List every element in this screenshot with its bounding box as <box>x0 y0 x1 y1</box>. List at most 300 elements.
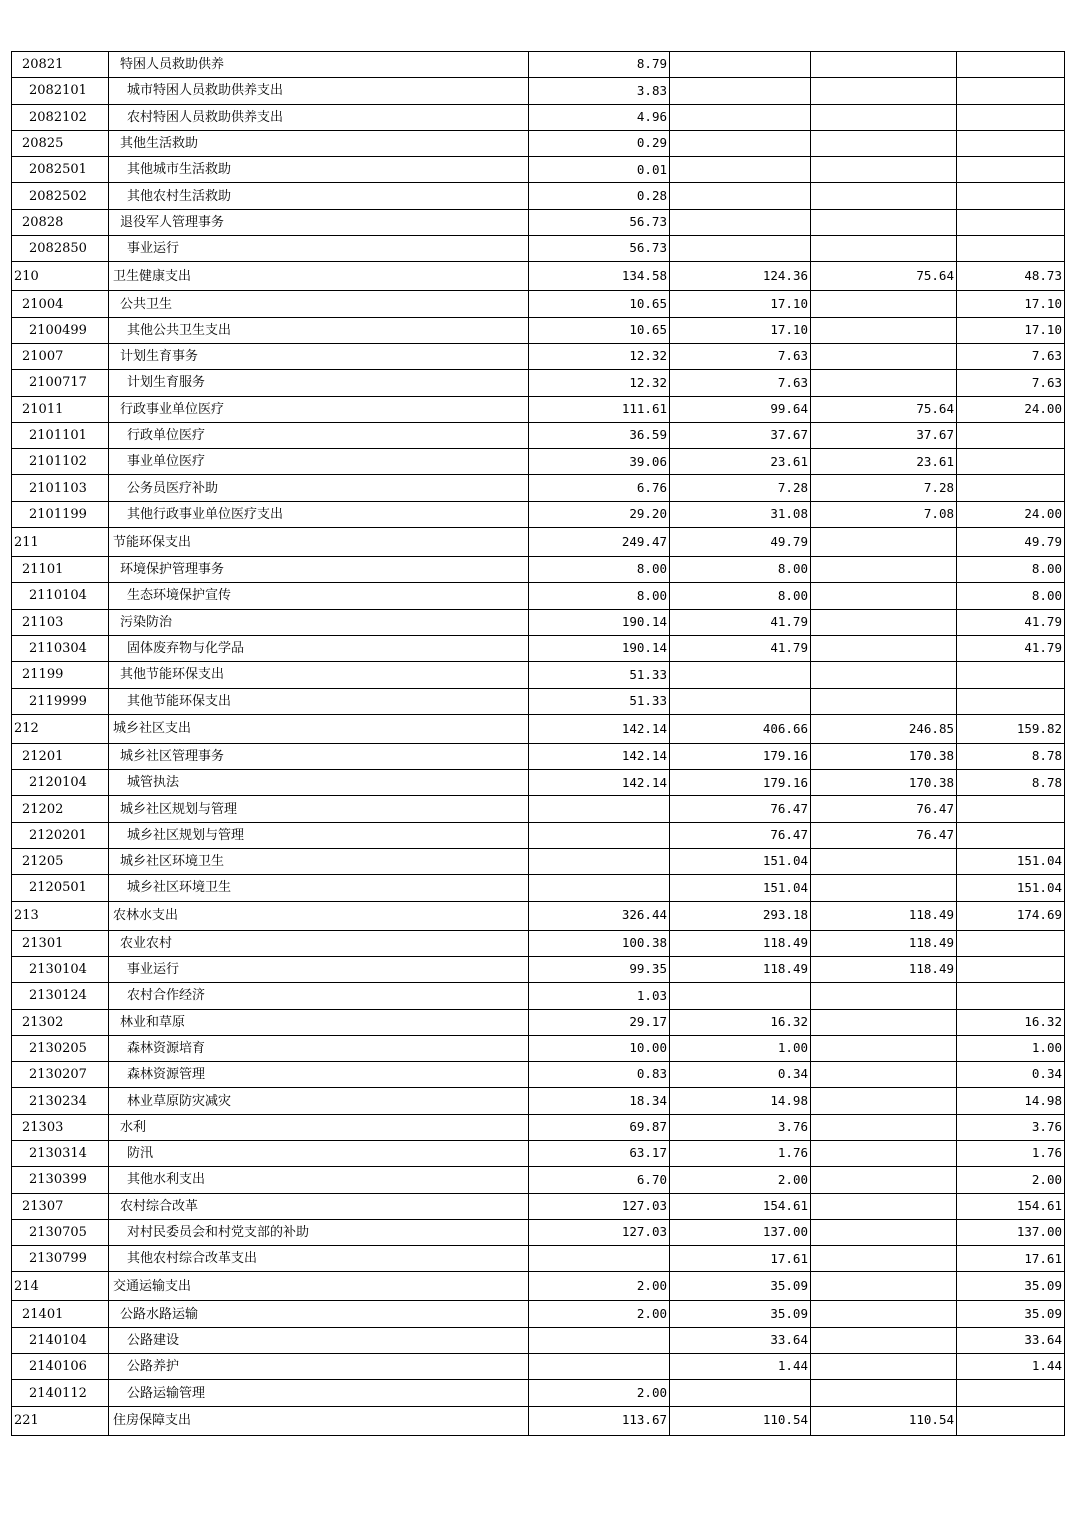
amount-col-1-cell: 1.03 <box>529 983 670 1009</box>
amount-col-3-cell: 23.61 <box>811 449 957 475</box>
category-name-cell: 事业单位医疗 <box>109 449 529 475</box>
table-row <box>12 583 1065 609</box>
category-code-cell: 2110304 <box>12 635 109 661</box>
category-code-cell: 2082501 <box>12 157 109 183</box>
amount-col-4-cell <box>957 475 1065 501</box>
amount-col-4-cell <box>957 688 1065 714</box>
category-name-cell: 事业运行 <box>109 236 529 262</box>
amount-col-1-cell: 0.29 <box>529 130 670 156</box>
category-name-cell: 交通运输支出 <box>109 1272 529 1301</box>
amount-col-3-cell <box>811 875 957 901</box>
amount-col-4-cell <box>957 822 1065 848</box>
amount-col-2-cell: 293.18 <box>670 901 811 930</box>
amount-col-2-cell: 41.79 <box>670 609 811 635</box>
amount-col-1-cell <box>529 1327 670 1353</box>
category-name-cell: 其他水利支出 <box>109 1167 529 1193</box>
amount-col-2-cell: 35.09 <box>670 1272 811 1301</box>
amount-col-2-cell <box>670 209 811 235</box>
amount-col-1-cell <box>529 849 670 875</box>
table-row <box>12 343 1065 369</box>
amount-col-1-cell: 127.03 <box>529 1193 670 1219</box>
category-code-cell: 2082102 <box>12 104 109 130</box>
amount-col-3-cell <box>811 1114 957 1140</box>
category-name-cell: 其他公共卫生支出 <box>109 317 529 343</box>
category-name-cell: 林业草原防灾减灾 <box>109 1088 529 1114</box>
amount-col-2-cell: 137.00 <box>670 1219 811 1245</box>
amount-col-2-cell <box>670 662 811 688</box>
category-code-cell: 211 <box>12 528 109 557</box>
amount-col-4-cell: 7.63 <box>957 370 1065 396</box>
amount-col-3-cell: 246.85 <box>811 714 957 743</box>
category-code-cell: 212 <box>12 714 109 743</box>
table-row <box>12 743 1065 769</box>
category-name-cell: 公务员医疗补助 <box>109 475 529 501</box>
amount-col-2-cell: 8.00 <box>670 583 811 609</box>
amount-col-3-cell <box>811 1219 957 1245</box>
amount-col-1-cell: 63.17 <box>529 1140 670 1166</box>
amount-col-2-cell: 179.16 <box>670 770 811 796</box>
category-name-cell: 节能环保支出 <box>109 528 529 557</box>
amount-col-4-cell <box>957 104 1065 130</box>
table-row <box>12 422 1065 448</box>
amount-col-2-cell: 7.63 <box>670 343 811 369</box>
amount-col-1-cell <box>529 796 670 822</box>
amount-col-3-cell: 76.47 <box>811 796 957 822</box>
table-row <box>12 528 1065 557</box>
category-name-cell: 城管执法 <box>109 770 529 796</box>
amount-col-1-cell: 142.14 <box>529 743 670 769</box>
category-code-cell: 2082101 <box>12 78 109 104</box>
amount-col-2-cell: 7.63 <box>670 370 811 396</box>
table-row <box>12 1219 1065 1245</box>
amount-col-4-cell <box>957 662 1065 688</box>
amount-col-3-cell: 118.49 <box>811 956 957 982</box>
amount-col-3-cell <box>811 557 957 583</box>
amount-col-3-cell <box>811 78 957 104</box>
category-name-cell: 事业运行 <box>109 956 529 982</box>
amount-col-3-cell <box>811 609 957 635</box>
amount-col-1-cell: 113.67 <box>529 1406 670 1435</box>
amount-col-3-cell <box>811 1327 957 1353</box>
table-row <box>12 1167 1065 1193</box>
amount-col-2-cell <box>670 183 811 209</box>
category-code-cell: 2130399 <box>12 1167 109 1193</box>
category-name-cell: 农林水支出 <box>109 901 529 930</box>
amount-col-4-cell <box>957 930 1065 956</box>
amount-col-1-cell: 190.14 <box>529 609 670 635</box>
amount-col-4-cell: 33.64 <box>957 1327 1065 1353</box>
table-row <box>12 475 1065 501</box>
table-row <box>12 688 1065 714</box>
amount-col-1-cell <box>529 1354 670 1380</box>
amount-col-1-cell <box>529 875 670 901</box>
amount-col-2-cell: 110.54 <box>670 1406 811 1435</box>
table-row <box>12 1246 1065 1272</box>
amount-col-1-cell: 56.73 <box>529 209 670 235</box>
amount-col-2-cell: 151.04 <box>670 849 811 875</box>
amount-col-4-cell <box>957 157 1065 183</box>
amount-col-1-cell: 39.06 <box>529 449 670 475</box>
category-name-cell: 特困人员救助供养 <box>109 52 529 78</box>
amount-col-1-cell: 69.87 <box>529 1114 670 1140</box>
category-code-cell: 2101101 <box>12 422 109 448</box>
category-name-cell: 计划生育服务 <box>109 370 529 396</box>
category-name-cell: 其他节能环保支出 <box>109 662 529 688</box>
category-name-cell: 城乡社区环境卫生 <box>109 875 529 901</box>
amount-col-2-cell: 17.10 <box>670 291 811 317</box>
amount-col-2-cell <box>670 104 811 130</box>
amount-col-3-cell: 7.08 <box>811 501 957 527</box>
amount-col-1-cell: 0.28 <box>529 183 670 209</box>
category-name-cell: 其他城市生活救助 <box>109 157 529 183</box>
category-code-cell: 2120201 <box>12 822 109 848</box>
category-name-cell: 对村民委员会和村党支部的补助 <box>109 1219 529 1245</box>
amount-col-4-cell <box>957 78 1065 104</box>
table-row <box>12 1009 1065 1035</box>
table-row <box>12 1062 1065 1088</box>
amount-col-4-cell: 151.04 <box>957 849 1065 875</box>
table-row <box>12 1272 1065 1301</box>
amount-col-2-cell: 154.61 <box>670 1193 811 1219</box>
amount-col-4-cell: 8.78 <box>957 743 1065 769</box>
amount-col-4-cell <box>957 1406 1065 1435</box>
amount-col-4-cell <box>957 983 1065 1009</box>
category-name-cell: 其他农村生活救助 <box>109 183 529 209</box>
amount-col-3-cell: 37.67 <box>811 422 957 448</box>
amount-col-4-cell: 8.00 <box>957 583 1065 609</box>
category-name-cell: 其他节能环保支出 <box>109 688 529 714</box>
category-name-cell: 农业农村 <box>109 930 529 956</box>
amount-col-3-cell <box>811 370 957 396</box>
category-name-cell: 计划生育事务 <box>109 343 529 369</box>
category-name-cell: 城乡社区规划与管理 <box>109 822 529 848</box>
category-code-cell: 2100499 <box>12 317 109 343</box>
amount-col-3-cell <box>811 343 957 369</box>
category-code-cell: 2101199 <box>12 501 109 527</box>
category-name-cell: 农村综合改革 <box>109 1193 529 1219</box>
amount-col-4-cell: 41.79 <box>957 609 1065 635</box>
category-name-cell: 公共卫生 <box>109 291 529 317</box>
table-row <box>12 291 1065 317</box>
amount-col-2-cell: 151.04 <box>670 875 811 901</box>
category-code-cell: 2140104 <box>12 1327 109 1353</box>
category-code-cell: 2120501 <box>12 875 109 901</box>
category-name-cell: 行政事业单位医疗 <box>109 396 529 422</box>
amount-col-3-cell <box>811 1301 957 1327</box>
amount-col-4-cell: 8.00 <box>957 557 1065 583</box>
amount-col-2-cell: 124.36 <box>670 262 811 291</box>
amount-col-2-cell: 37.67 <box>670 422 811 448</box>
category-code-cell: 21007 <box>12 343 109 369</box>
category-name-cell: 行政单位医疗 <box>109 422 529 448</box>
budget-expenditure-table <box>11 51 1065 1436</box>
category-name-cell: 公路建设 <box>109 1327 529 1353</box>
table-row <box>12 262 1065 291</box>
amount-col-3-cell <box>811 1140 957 1166</box>
amount-col-2-cell: 17.61 <box>670 1246 811 1272</box>
amount-col-2-cell: 17.10 <box>670 317 811 343</box>
amount-col-2-cell: 0.34 <box>670 1062 811 1088</box>
category-code-cell: 21103 <box>12 609 109 635</box>
amount-col-3-cell <box>811 849 957 875</box>
amount-col-4-cell: 1.44 <box>957 1354 1065 1380</box>
amount-col-4-cell: 17.61 <box>957 1246 1065 1272</box>
amount-col-2-cell: 41.79 <box>670 635 811 661</box>
amount-col-2-cell: 31.08 <box>670 501 811 527</box>
table-row <box>12 557 1065 583</box>
category-code-cell: 2082850 <box>12 236 109 262</box>
amount-col-2-cell: 2.00 <box>670 1167 811 1193</box>
table-row <box>12 130 1065 156</box>
amount-col-3-cell <box>811 1062 957 1088</box>
table-row <box>12 635 1065 661</box>
amount-col-4-cell <box>957 1380 1065 1406</box>
amount-col-2-cell: 3.76 <box>670 1114 811 1140</box>
table-row <box>12 875 1065 901</box>
amount-col-4-cell <box>957 209 1065 235</box>
category-name-cell: 环境保护管理事务 <box>109 557 529 583</box>
amount-col-1-cell: 142.14 <box>529 770 670 796</box>
category-name-cell: 森林资源培育 <box>109 1035 529 1061</box>
amount-col-1-cell: 10.00 <box>529 1035 670 1061</box>
category-code-cell: 21199 <box>12 662 109 688</box>
amount-col-4-cell: 159.82 <box>957 714 1065 743</box>
category-code-cell: 21004 <box>12 291 109 317</box>
amount-col-3-cell: 75.64 <box>811 262 957 291</box>
category-name-cell: 退役军人管理事务 <box>109 209 529 235</box>
table-row <box>12 956 1065 982</box>
category-name-cell: 水利 <box>109 1114 529 1140</box>
category-code-cell: 21303 <box>12 1114 109 1140</box>
category-name-cell: 防汛 <box>109 1140 529 1166</box>
amount-col-4-cell <box>957 449 1065 475</box>
table-row <box>12 1301 1065 1327</box>
amount-col-2-cell <box>670 78 811 104</box>
amount-col-3-cell <box>811 1035 957 1061</box>
amount-col-3-cell: 7.28 <box>811 475 957 501</box>
table-row <box>12 1114 1065 1140</box>
category-code-cell: 2101102 <box>12 449 109 475</box>
category-code-cell: 213 <box>12 901 109 930</box>
amount-col-3-cell <box>811 583 957 609</box>
amount-col-1-cell: 2.00 <box>529 1272 670 1301</box>
table-row <box>12 714 1065 743</box>
table-row <box>12 796 1065 822</box>
amount-col-3-cell <box>811 1009 957 1035</box>
amount-col-1-cell: 2.00 <box>529 1380 670 1406</box>
amount-col-2-cell: 14.98 <box>670 1088 811 1114</box>
amount-col-1-cell: 29.20 <box>529 501 670 527</box>
amount-col-2-cell <box>670 157 811 183</box>
amount-col-1-cell: 190.14 <box>529 635 670 661</box>
category-code-cell: 2130205 <box>12 1035 109 1061</box>
amount-col-1-cell: 51.33 <box>529 662 670 688</box>
table-row <box>12 770 1065 796</box>
amount-col-2-cell: 118.49 <box>670 956 811 982</box>
amount-col-3-cell: 118.49 <box>811 930 957 956</box>
amount-col-4-cell: 49.79 <box>957 528 1065 557</box>
amount-col-3-cell <box>811 635 957 661</box>
table-row <box>12 157 1065 183</box>
amount-col-3-cell <box>811 236 957 262</box>
category-name-cell: 森林资源管理 <box>109 1062 529 1088</box>
category-code-cell: 2130104 <box>12 956 109 982</box>
category-name-cell: 公路养护 <box>109 1354 529 1380</box>
amount-col-1-cell: 0.01 <box>529 157 670 183</box>
amount-col-1-cell: 111.61 <box>529 396 670 422</box>
amount-col-3-cell: 170.38 <box>811 770 957 796</box>
category-name-cell: 其他生活救助 <box>109 130 529 156</box>
amount-col-2-cell: 33.64 <box>670 1327 811 1353</box>
amount-col-1-cell: 51.33 <box>529 688 670 714</box>
category-code-cell: 2120104 <box>12 770 109 796</box>
table-row <box>12 662 1065 688</box>
amount-col-2-cell: 1.44 <box>670 1354 811 1380</box>
amount-col-3-cell <box>811 1380 957 1406</box>
category-code-cell: 21401 <box>12 1301 109 1327</box>
category-name-cell: 住房保障支出 <box>109 1406 529 1435</box>
category-name-cell: 城乡社区环境卫生 <box>109 849 529 875</box>
amount-col-2-cell: 49.79 <box>670 528 811 557</box>
amount-col-1-cell: 10.65 <box>529 317 670 343</box>
category-name-cell: 城市特困人员救助供养支出 <box>109 78 529 104</box>
amount-col-4-cell <box>957 796 1065 822</box>
amount-col-4-cell: 151.04 <box>957 875 1065 901</box>
amount-col-4-cell: 14.98 <box>957 1088 1065 1114</box>
amount-col-1-cell <box>529 822 670 848</box>
category-name-cell: 卫生健康支出 <box>109 262 529 291</box>
amount-col-3-cell <box>811 130 957 156</box>
amount-col-2-cell: 406.66 <box>670 714 811 743</box>
amount-col-1-cell: 10.65 <box>529 291 670 317</box>
amount-col-4-cell: 0.34 <box>957 1062 1065 1088</box>
category-code-cell: 21205 <box>12 849 109 875</box>
table-row <box>12 104 1065 130</box>
category-code-cell: 221 <box>12 1406 109 1435</box>
table-body <box>12 52 1065 1436</box>
table-row <box>12 449 1065 475</box>
amount-col-4-cell: 41.79 <box>957 635 1065 661</box>
table-row <box>12 1380 1065 1406</box>
amount-col-4-cell: 3.76 <box>957 1114 1065 1140</box>
category-code-cell: 2130124 <box>12 983 109 1009</box>
table-row <box>12 1406 1065 1435</box>
category-code-cell: 2130705 <box>12 1219 109 1245</box>
table-row <box>12 930 1065 956</box>
amount-col-4-cell: 35.09 <box>957 1301 1065 1327</box>
amount-col-3-cell <box>811 1193 957 1219</box>
amount-col-3-cell: 75.64 <box>811 396 957 422</box>
amount-col-3-cell <box>811 157 957 183</box>
amount-col-4-cell <box>957 422 1065 448</box>
category-code-cell: 2130207 <box>12 1062 109 1088</box>
table-row <box>12 396 1065 422</box>
amount-col-4-cell: 35.09 <box>957 1272 1065 1301</box>
category-name-cell: 污染防治 <box>109 609 529 635</box>
amount-col-3-cell <box>811 1088 957 1114</box>
amount-col-2-cell <box>670 688 811 714</box>
category-code-cell: 2101103 <box>12 475 109 501</box>
amount-col-1-cell: 4.96 <box>529 104 670 130</box>
amount-col-2-cell: 16.32 <box>670 1009 811 1035</box>
category-name-cell: 城乡社区管理事务 <box>109 743 529 769</box>
amount-col-1-cell: 326.44 <box>529 901 670 930</box>
amount-col-3-cell <box>811 104 957 130</box>
amount-col-4-cell: 174.69 <box>957 901 1065 930</box>
category-code-cell: 21201 <box>12 743 109 769</box>
category-code-cell: 20821 <box>12 52 109 78</box>
amount-col-2-cell: 179.16 <box>670 743 811 769</box>
amount-col-4-cell: 8.78 <box>957 770 1065 796</box>
amount-col-3-cell <box>811 1272 957 1301</box>
amount-col-4-cell: 24.00 <box>957 501 1065 527</box>
amount-col-2-cell: 35.09 <box>670 1301 811 1327</box>
amount-col-2-cell <box>670 236 811 262</box>
amount-col-3-cell <box>811 1246 957 1272</box>
amount-col-3-cell: 170.38 <box>811 743 957 769</box>
amount-col-1-cell: 12.32 <box>529 370 670 396</box>
amount-col-4-cell <box>957 183 1065 209</box>
amount-col-3-cell <box>811 688 957 714</box>
category-code-cell: 214 <box>12 1272 109 1301</box>
table-row <box>12 1088 1065 1114</box>
category-name-cell: 公路水路运输 <box>109 1301 529 1327</box>
table-row <box>12 1327 1065 1353</box>
category-code-cell: 2100717 <box>12 370 109 396</box>
table-row <box>12 983 1065 1009</box>
table-row <box>12 1140 1065 1166</box>
table-row <box>12 209 1065 235</box>
amount-col-2-cell <box>670 130 811 156</box>
category-code-cell: 2130799 <box>12 1246 109 1272</box>
table-row <box>12 1354 1065 1380</box>
amount-col-3-cell <box>811 317 957 343</box>
amount-col-4-cell <box>957 956 1065 982</box>
amount-col-1-cell: 100.38 <box>529 930 670 956</box>
amount-col-3-cell: 76.47 <box>811 822 957 848</box>
amount-col-1-cell: 127.03 <box>529 1219 670 1245</box>
amount-col-4-cell: 154.61 <box>957 1193 1065 1219</box>
table-row <box>12 1035 1065 1061</box>
amount-col-3-cell <box>811 291 957 317</box>
category-name-cell: 其他行政事业单位医疗支出 <box>109 501 529 527</box>
category-code-cell: 21101 <box>12 557 109 583</box>
amount-col-1-cell: 18.34 <box>529 1088 670 1114</box>
category-code-cell: 2130234 <box>12 1088 109 1114</box>
table-row <box>12 501 1065 527</box>
amount-col-1-cell: 249.47 <box>529 528 670 557</box>
table-row <box>12 236 1065 262</box>
amount-col-4-cell <box>957 236 1065 262</box>
amount-col-1-cell: 2.00 <box>529 1301 670 1327</box>
amount-col-3-cell <box>811 52 957 78</box>
amount-col-1-cell: 8.79 <box>529 52 670 78</box>
amount-col-2-cell: 8.00 <box>670 557 811 583</box>
category-code-cell: 20825 <box>12 130 109 156</box>
category-code-cell: 2130314 <box>12 1140 109 1166</box>
amount-col-2-cell: 118.49 <box>670 930 811 956</box>
category-code-cell: 21307 <box>12 1193 109 1219</box>
category-code-cell: 21302 <box>12 1009 109 1035</box>
amount-col-1-cell: 12.32 <box>529 343 670 369</box>
amount-col-4-cell: 2.00 <box>957 1167 1065 1193</box>
amount-col-4-cell: 16.32 <box>957 1009 1065 1035</box>
amount-col-1-cell: 8.00 <box>529 583 670 609</box>
amount-col-4-cell: 7.63 <box>957 343 1065 369</box>
table-row <box>12 370 1065 396</box>
amount-col-2-cell: 99.64 <box>670 396 811 422</box>
table-row <box>12 317 1065 343</box>
